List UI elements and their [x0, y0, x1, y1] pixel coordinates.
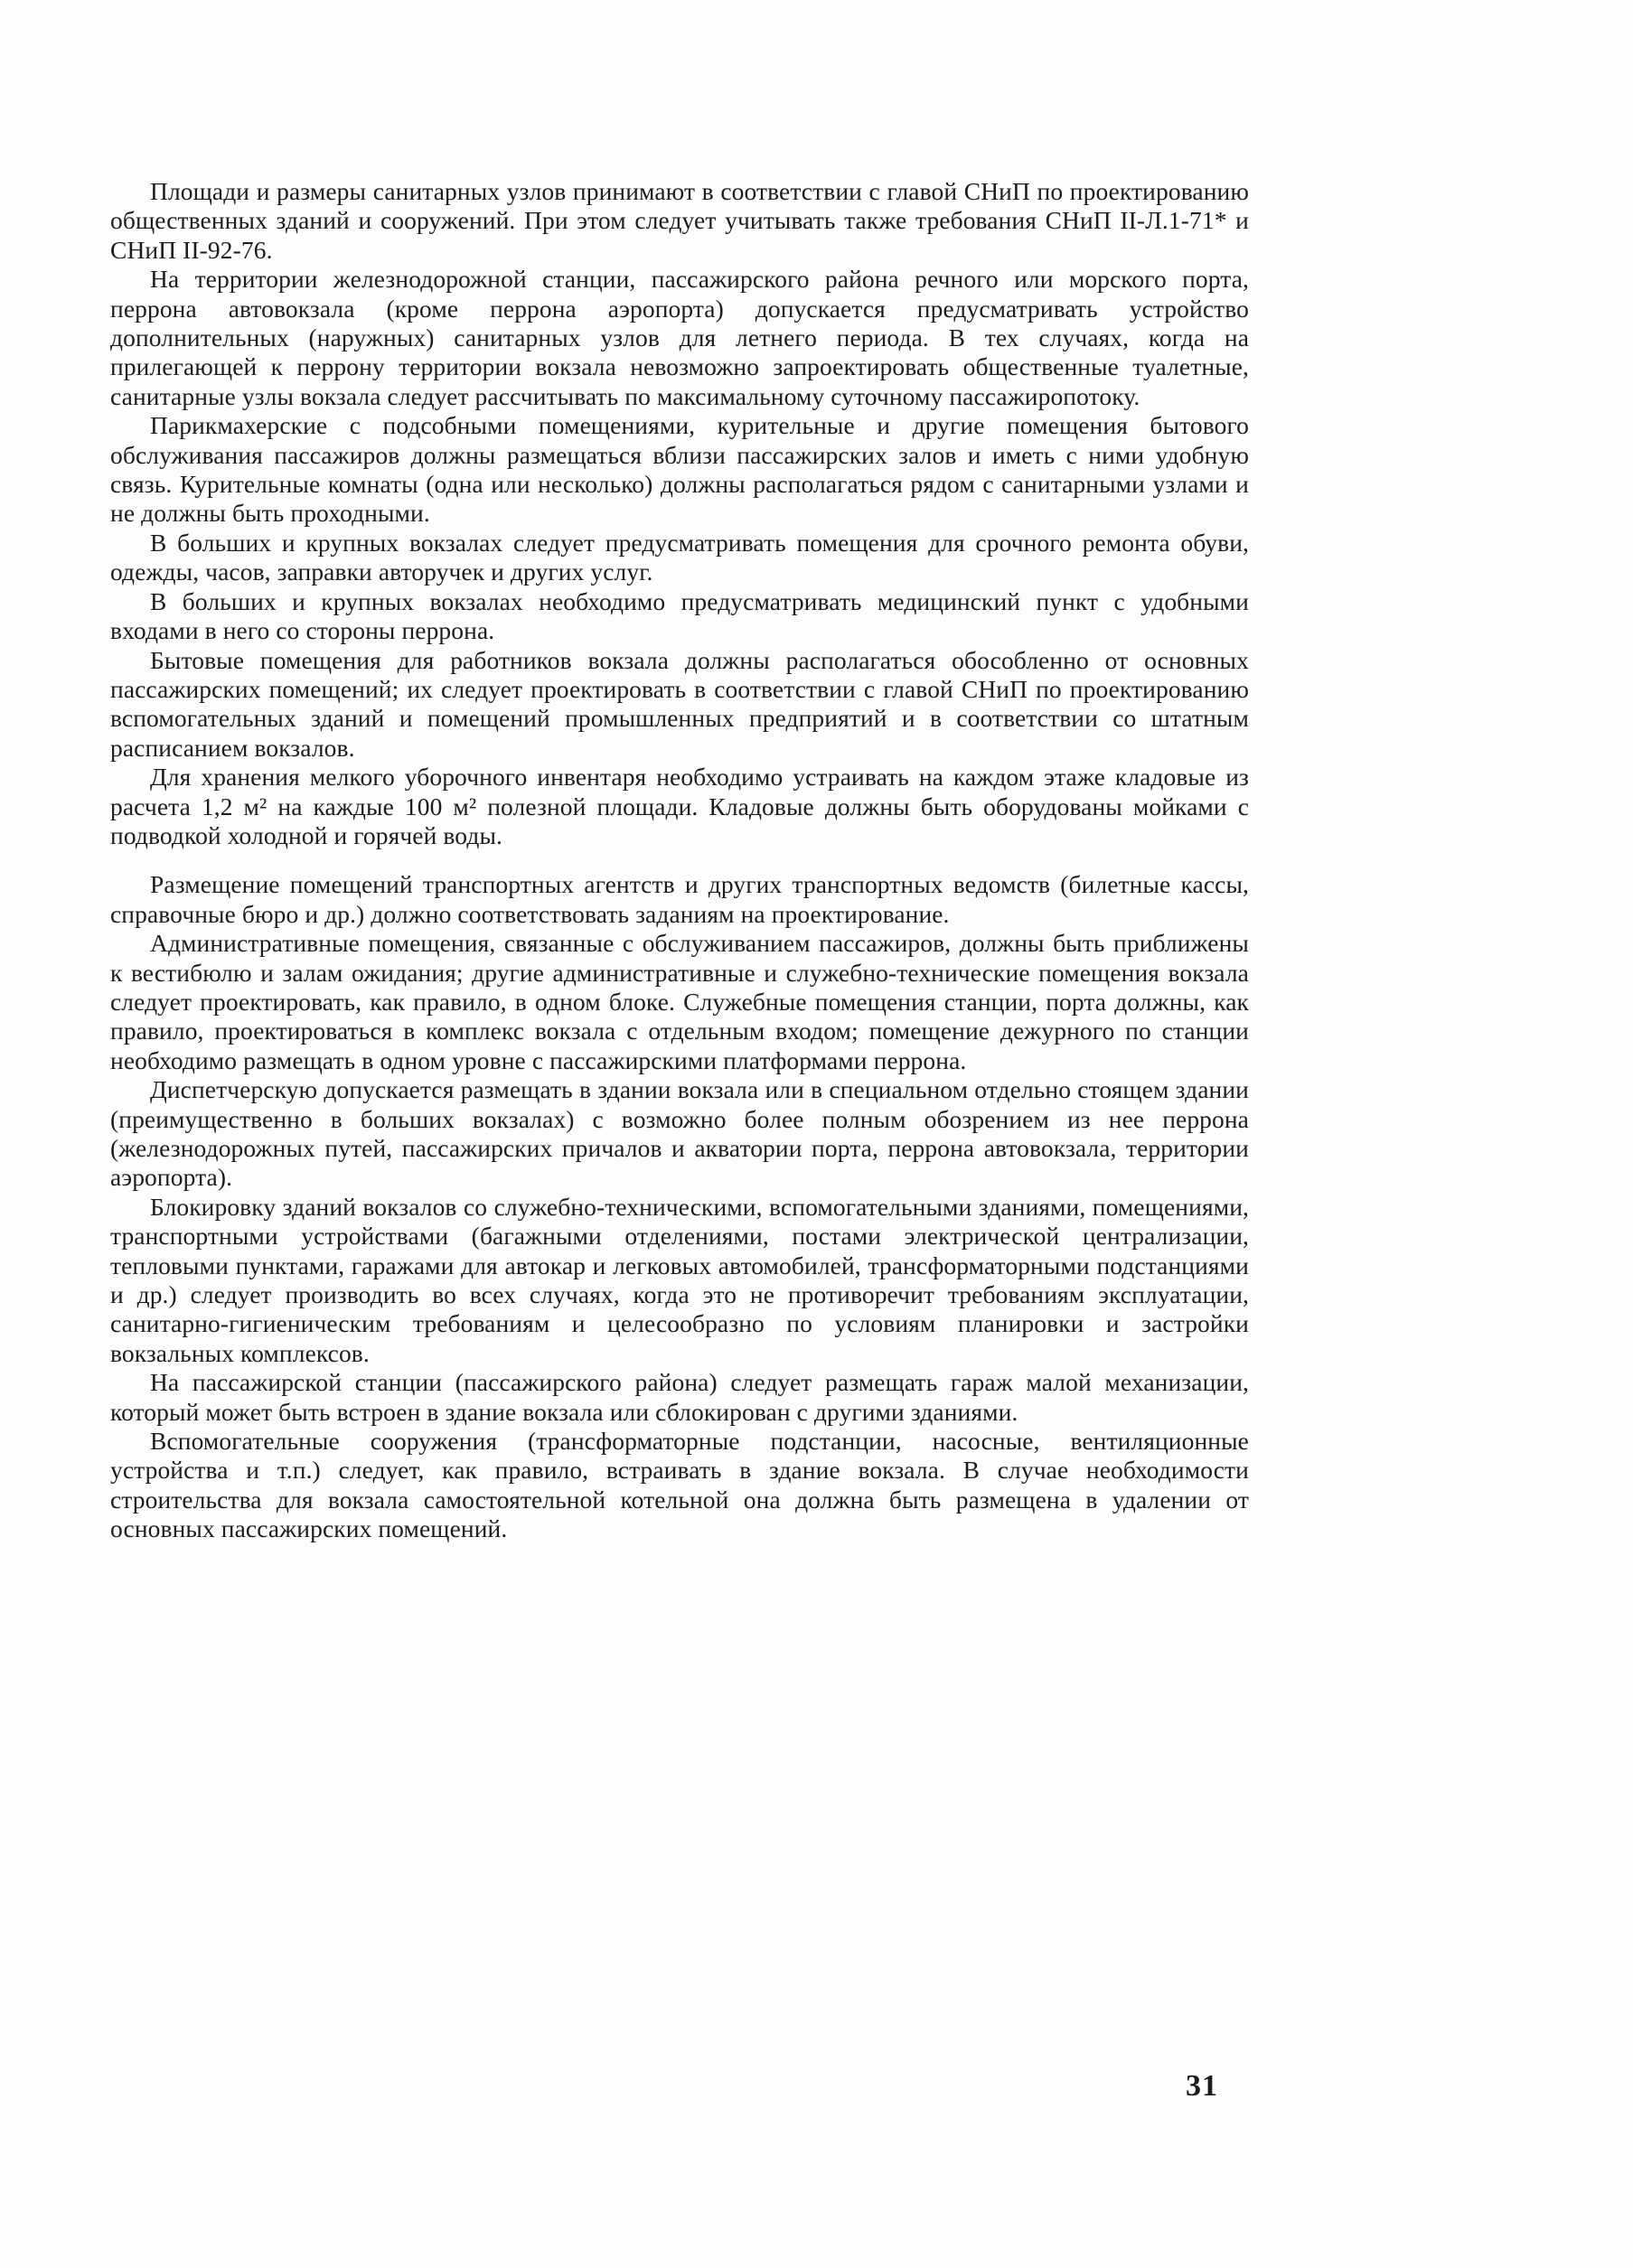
- paragraph-dispatch-room: Диспетчерскую допускается размещать в здании вокзала или в специальном отдельно стоящем здании (преимущественно в больших вокзалах) с возможно более полным обозрением из нее перрона (железнодорожных путей, пассажирских причалов и акватории порта, перрона автовокзала, территории аэропорта).: [110, 1075, 1249, 1192]
- paragraph-garage: На пассажирской станции (пассажирского района) следует размещать гараж малой механизации, который может быть встроен в здание вокзала или сблокирован с другими зданиями.: [110, 1368, 1249, 1426]
- paragraph-gap: [110, 850, 1249, 870]
- paragraph-transport-agencies: Размещение помещений транспортных агентств и других транспортных ведомств (билетные кассы, справочные бюро и др.) должно соответствовать заданиям на проектирование.: [110, 870, 1249, 928]
- body-text: [110, 177, 1249, 1544]
- paragraph-administrative-rooms: Административные помещения, связанные с обслуживанием пассажиров, должны быть приближены к вестибюлю и залам ожидания; другие административные и служебно-технические помещения вокзала следует проектировать, как правило, в одном блоке. Служебные помещения станции, порта должны, как правило, проектироваться в комплекс вокзала с отдельным входом; помещение дежурного по станции необходимо размещать в одном уровне с пассажирскими платформами перрона.: [110, 929, 1249, 1074]
- paragraph-territory-toilets: На территории железнодорожной станции, пассажирского района речного или морского порта, перрона автовокзала (кроме перрона аэропорта) допускается предусматривать устройство дополнительных (наружных) санитарных узлов для летнего периода. В тех случаях, когда на прилегающей к перрону территории вокзала невозможно запроектировать общественные туалетные, санитарные узлы вокзала следует рассчитывать по максимальному суточному пассажиропотоку.: [110, 265, 1249, 410]
- page-number: 31: [1186, 2069, 1218, 2103]
- paragraph-medical-point: В больших и крупных вокзалах необходимо предусматривать медицинский пункт с удобными входами в него со стороны перрона.: [110, 586, 1249, 645]
- paragraph-sanitary-sizes: Площади и размеры санитарных узлов принимают в соответствии с главой СНиП по проектированию общественных зданий и сооружений. При этом следует учитывать также требования СНиП II-Л.1-71* и СНиП II-92-76.: [110, 177, 1249, 264]
- paragraph-barbershops: Парикмахерские с подсобными помещениями, курительные и другие помещения бытового обслуживания пассажиров должны размещаться вблизи пассажирских залов и иметь с ними удобную связь. Курительные комнаты (одна или несколько) должны располагаться рядом с санитарными узлами и не должны быть проходными.: [110, 411, 1249, 528]
- paragraph-blocking-buildings: Блокировку зданий вокзалов со служебно-техническими, вспомогательными зданиями, помещениями, транспортными устройствами (багажными отделениями, постами электрической централизации, тепловыми пунктами, гаражами для автокар и легковых автомобилей, трансформаторными подстанциями и др.) следует производить во всех случаях, когда это не противоречит требованиям эксплуатации, санитарно-гигиеническим требованиям и целесообразно по условиям планировки и застройки вокзальных комплексов.: [110, 1192, 1249, 1367]
- paragraph-storage-rooms: Для хранения мелкого уборочного инвентаря необходимо устраивать на каждом этаже кладовые из расчета 1,2 м² на каждые 100 м² полезной площади. Кладовые должны быть оборудованы мойками с подводкой холодной и горячей воды.: [110, 763, 1249, 849]
- paragraph-auxiliary-structures: Вспомогательные сооружения (трансформаторные подстанции, насосные, вентиляционные устройства и т.п.) следует, как правило, встраивать в здание вокзала. В случае необходимости строительства для вокзала самостоятельной котельной она должна быть размещена в удалении от основных пассажирских помещений.: [110, 1427, 1249, 1543]
- paragraph-staff-rooms: Бытовые помещения для работников вокзала должны располагаться обособленно от основных пассажирских помещений; их следует проектировать в соответствии с главой СНиП по проектированию вспомогательных зданий и помещений промышленных предприятий и в соответствии со штатным расписанием вокзалов.: [110, 645, 1249, 762]
- paragraph-repair-services: В больших и крупных вокзалах следует предусматривать помещения для срочного ремонта обуви, одежды, часов, заправки авторучек и других услуг.: [110, 528, 1249, 586]
